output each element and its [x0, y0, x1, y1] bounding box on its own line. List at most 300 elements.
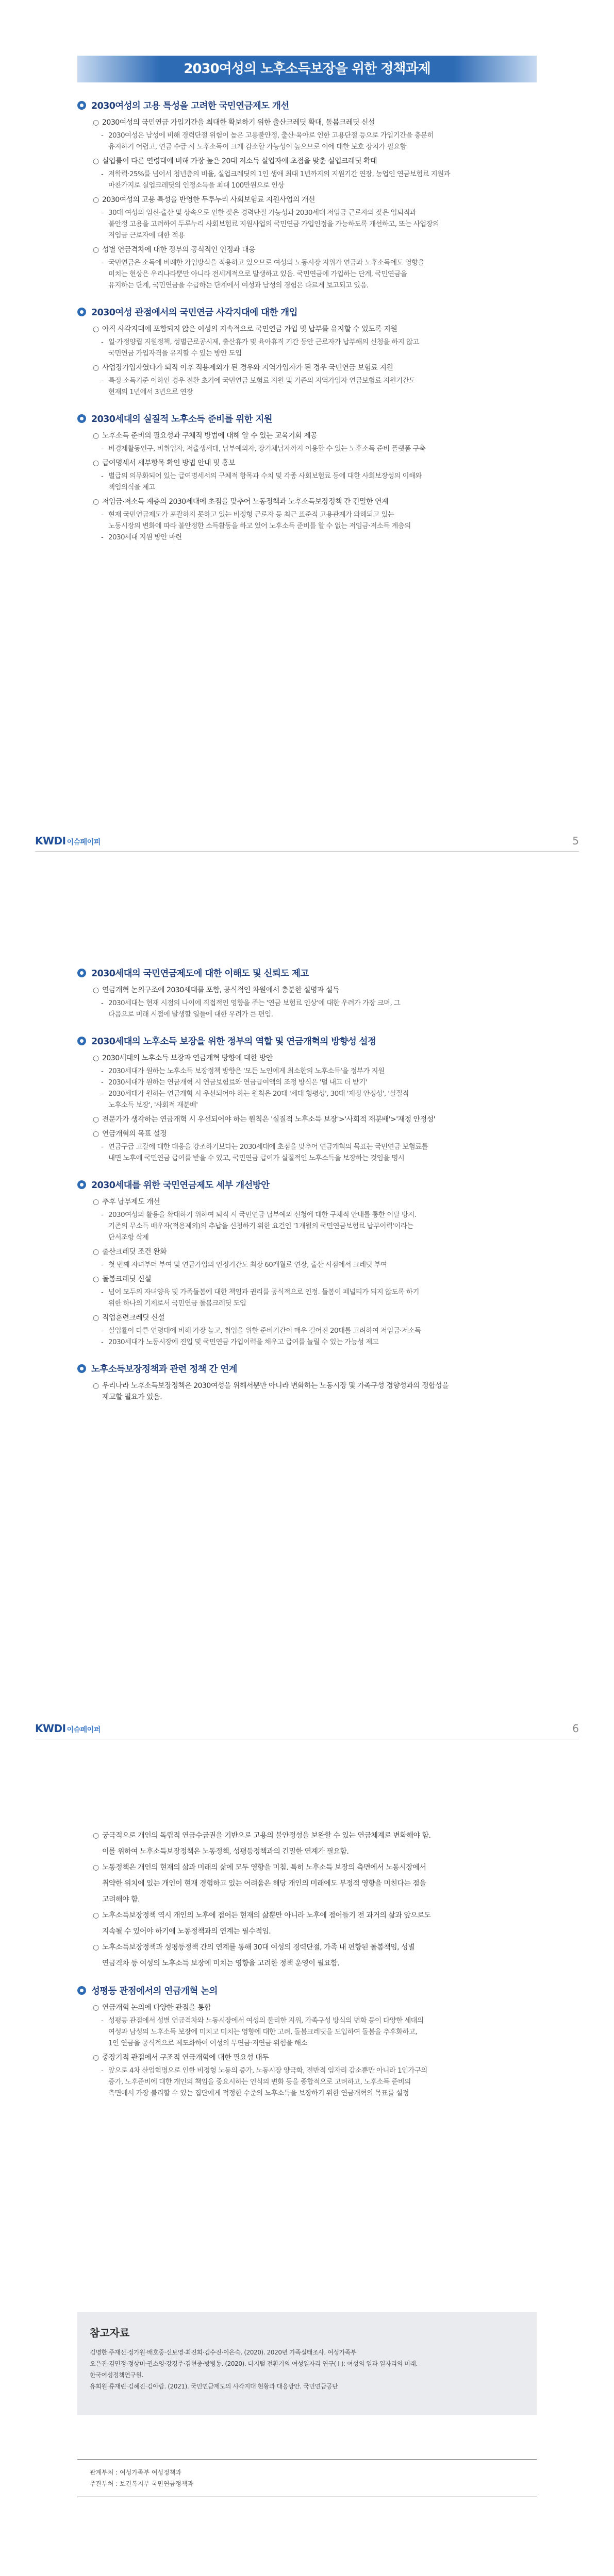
page-title: 2030여성의 노후소득보장을 위한 정책과제 [77, 56, 537, 82]
list-item [93, 117, 537, 152]
references-title: 참고자료 [90, 2327, 130, 2339]
dash-icon [101, 1099, 108, 1111]
sub-item [101, 2015, 537, 2026]
sub-item-text: 첫 번째 자녀부터 부여 및 연금가입의 인정기간도 최장 60개월로 연장, 출산 시점에서 크레딧 부여 [108, 1261, 387, 1269]
list-item [93, 1380, 537, 1403]
dash-icon [101, 280, 108, 291]
hollow-circle-icon: ○ [93, 246, 99, 254]
hollow-circle-icon: ○ [93, 157, 99, 165]
page-6 [0, 888, 614, 1775]
page-6-content [77, 967, 537, 1417]
plain-list-item [77, 1910, 537, 1938]
sub-item-text: 불안정 고용을 고려하여 두루누리 사회보험료 지원사업의 국민연금 가입인정을 가능하도록 개선하고, 또는 사업장의 [108, 220, 439, 228]
hollow-circle-icon: ○ [93, 364, 99, 372]
sub-item [101, 280, 537, 291]
dash-icon: - [101, 1338, 104, 1346]
sub-list [101, 470, 537, 493]
list-item [93, 1274, 537, 1309]
list-item [93, 156, 537, 191]
section-heading-text: 2030세대의 실질적 노후소득 준비를 위한 지원 [91, 414, 272, 425]
list-item-text: 저임금·저소득 계층의 2030세대에 초점을 맞추어 노동정책과 노후소득보장정책 간 긴밀한 연계 [102, 498, 389, 506]
department-line: 관계부처 : 여성가족부 여성정책과 [90, 2469, 181, 2476]
list-item [93, 2002, 537, 2049]
list-item-text: 제고할 필요가 있음. [102, 1393, 162, 1401]
sub-item-text: 2030세대가 원하는 연금개혁 시 연금보험료와 연금급여액의 조정 방식은 '덜 내고 더 받기' [108, 1078, 367, 1087]
dash-icon: - [101, 1067, 104, 1075]
sub-item-text: 여성과 남성의 노후소득 보장에 미치고 미치는 영향에 대한 고려, 돌봄크레딧을 도입하여 돌봄을 추후화하고, [108, 2028, 418, 2036]
sub-item-text: 측면에서 가장 불리할 수 있는 집단에게 적정한 수준의 노후소득을 보장하기 위한 연금개혁의 목표를 설정 [108, 2089, 409, 2097]
list-item [93, 1053, 537, 1111]
brand-subtitle: 이슈페이퍼 [67, 838, 101, 846]
plain-list-text: 노후소득보장정책 역시 개인의 노후에 접어든 현재의 삶뿐만 아니라 노후에 접어들기 전 과거의 삶과 앞으로도 [102, 1911, 431, 1920]
sub-item-text: 2030세대가 노동시장에 진입 및 국민연금 가입이력을 채우고 급여를 늘릴 수 있는 가능성 제고 [108, 1338, 379, 1346]
dash-icon [101, 1009, 108, 1020]
hollow-circle-icon: ○ [93, 2004, 99, 2012]
sub-item [101, 168, 537, 180]
dash-icon [101, 268, 108, 280]
circle-bullet-icon [77, 101, 86, 110]
sub-list [101, 168, 537, 191]
sub-item [101, 2065, 537, 2076]
dash-icon: - [101, 2016, 104, 2025]
sub-item-text: 유지하기 어렵고, 연금 수급 시 노후소득이 크게 감소할 가능성이 높으므로 이에 대한 보호 장치가 필요함 [108, 143, 406, 151]
list-item [93, 1196, 537, 1243]
dash-icon [101, 482, 108, 493]
list-item-line [93, 496, 537, 507]
plain-list-line [93, 1846, 537, 1858]
list-item [93, 194, 537, 241]
dash-icon [101, 2026, 108, 2038]
sub-item [101, 1153, 537, 1164]
circle-bullet-icon [77, 1986, 86, 1995]
list-item-text: 연금개혁 논의구조에 2030세대를 포함, 공식적인 차원에서 충분한 설명과 설득 [102, 986, 339, 994]
sub-item-text: 2030여성의 활용을 확대하기 위하여 퇴직 시 국민연금 납부예외 신청에 대한 구체적 안내를 통한 이탈 방지. [108, 1211, 417, 1219]
list-item-line [93, 362, 537, 374]
section-heading-text: 노후소득보장정책과 관련 정책 간 연계 [91, 1364, 237, 1375]
hollow-circle-icon: ○ [93, 1314, 99, 1322]
sub-item-text: 내면 노후에 국민연금 급여를 받을 수 있고, 국민연금 급여가 실질적인 노후소득을 보장하는 것임을 명시 [108, 1154, 405, 1162]
list-item [93, 1312, 537, 1348]
section-heading-text: 2030세대의 국민연금제도에 대한 이해도 및 신뢰도 제고 [91, 969, 309, 979]
sub-item-text: 국민연금은 소득에 비례한 가입방식을 적용하고 있으므로 여성의 노동시장 지위가 연금과 노후소득에도 영향을 [108, 259, 424, 267]
dash-icon: - [101, 338, 104, 346]
sub-item [101, 1336, 537, 1348]
sub-item-text: 2030세대 지원 방안 마련 [108, 533, 182, 541]
sub-item [101, 1009, 537, 1020]
brand-name: KWDI [35, 835, 66, 847]
sub-item-text: 저임금 근로자에 대한 적용 [108, 231, 185, 240]
dash-icon [101, 1298, 108, 1309]
dash-icon [101, 141, 108, 152]
hollow-circle-icon: ○ [93, 1115, 99, 1124]
sub-item [101, 470, 537, 482]
plain-list-text: 연금격차 등 여성의 노후소득 보장에 미치는 영향을 고려한 정책 운영이 필요함. [102, 1959, 340, 1968]
sub-item-text: 연금구급 고갈에 대한 대응을 강조하기보다는 2030세대에 초점을 맞추어 연금개혁의 목표는 국민연금 보험료를 [108, 1143, 428, 1151]
list-item-line [93, 985, 537, 996]
sub-item [101, 230, 537, 241]
list-item-text: 추후 납부제도 개선 [102, 1198, 160, 1206]
list-item [93, 324, 537, 359]
sub-item [101, 348, 537, 359]
sub-list [101, 1141, 537, 1164]
references-list [90, 2347, 524, 2392]
hollow-circle-icon: ○ [93, 1198, 99, 1206]
hollow-circle-icon: ○ [93, 2054, 99, 2062]
sub-item [101, 180, 537, 191]
dash-icon: - [101, 377, 104, 385]
plain-list-text: 노동정책은 개인의 현재의 삶과 미래의 삶에 모두 영향을 미침. 특히 노후소득 보장의 측면에서 노동시장에서 [102, 1863, 426, 1872]
sub-item [101, 207, 537, 218]
list-item-text: 직업훈련크레딧 신설 [102, 1314, 165, 1322]
hollow-circle-icon [93, 1958, 102, 1970]
sub-item-text: 기존의 무소득 배우자(적용제외)의 추납을 신청하기 위한 요건인 '1개월의 국민연금보험료 납부이력'이라는 [108, 1222, 413, 1230]
plain-list-line [93, 1878, 537, 1890]
dash-icon: - [101, 1090, 104, 1098]
section-heading-text: 2030여성 관점에서의 국민연금 사각지대에 대한 개입 [91, 308, 297, 318]
sub-list [101, 2065, 537, 2099]
hollow-circle-icon: ○ [93, 1054, 99, 1062]
sub-item-text: 실업률이 다른 연령대에 비해 가장 높고, 취업을 위한 준비기간이 매우 길어진 20대를 고려하여 저임금·저소득 [108, 1327, 421, 1335]
sub-item-text: 마찬가지로 실업크레딧의 인정소득을 최대 100만원으로 인상 [108, 181, 285, 190]
list-item-line [93, 1274, 537, 1285]
list-item [93, 1128, 537, 1164]
page-footer [35, 831, 579, 852]
sub-item-text: 증가, 노후준비에 대한 개인의 책임을 중요시하는 인식의 변화 등을 종합적으로 고려하고, 노후소득 준비의 [108, 2078, 411, 2086]
hollow-circle-icon: ○ [93, 432, 99, 440]
hollow-circle-icon: ○ [93, 986, 99, 994]
sub-item [101, 1209, 537, 1221]
section-heading-text: 2030세대의 노후소득 보장을 위한 정부의 역할 및 연금개혁의 방향성 설정 [91, 1037, 376, 1047]
sub-item-text: 30대 여성의 임신·출산 및 상속으로 인한 잦은 경력단절 가능성과 2030세대 저임금 근로자의 잦은 입퇴직과 [108, 209, 417, 217]
sub-list [101, 375, 537, 398]
list-item [93, 1114, 537, 1125]
sub-list [101, 997, 537, 1020]
list-item [93, 430, 537, 454]
sub-item [101, 520, 537, 532]
sub-item-text: 노동시장의 변화에 따라 불안정한 소득활동을 하고 있어 노후소득 준비를 할 수 없는 저임금·저소득 계층의 [108, 522, 411, 530]
list-item-line [93, 430, 537, 442]
dash-icon: - [101, 2066, 104, 2075]
list-item-line [93, 2002, 537, 2013]
policy-section [77, 1035, 537, 1164]
list-item-line [93, 457, 537, 469]
sub-item [101, 268, 537, 280]
dash-icon: - [101, 511, 104, 519]
sub-item [101, 1077, 537, 1088]
list-item [93, 985, 537, 1020]
sub-list [101, 509, 537, 543]
list-item-text: 2030여성의 국민연금 가입기간을 최대한 확보하기 위한 출산크레딧 확대, 돌봄크레딧 신설 [102, 118, 375, 127]
list-item-line [93, 156, 537, 167]
sub-list [101, 257, 537, 291]
hollow-circle-icon: ○ [93, 1382, 99, 1390]
list-item [93, 496, 537, 543]
brand-name: KWDI [35, 1722, 66, 1735]
dash-icon: - [101, 170, 104, 178]
list-item-line [93, 1380, 537, 1392]
sub-item-text: 넘어 모두의 자녀양육 및 가족돌봄에 대한 책임과 권리를 공식적으로 인정. 돌봄이 페널티가 되지 않도록 하기 [108, 1288, 419, 1296]
hollow-circle-icon: ○ [93, 1863, 99, 1872]
policy-section [77, 1362, 537, 1403]
dash-icon: - [101, 472, 104, 480]
list-item-text: 노후소득 준비의 필요성과 구체적 방법에 대해 알 수 있는 교육기회 제공 [102, 432, 318, 440]
list-item-text: 중장기적 관점에서 구조적 연금개혁에 대한 필요성 대두 [102, 2054, 269, 2062]
page-number: 5 [572, 835, 579, 847]
section-heading [77, 306, 537, 318]
hollow-circle-icon: ○ [93, 1911, 99, 1920]
hollow-circle-icon: ○ [93, 118, 99, 127]
plain-list-item [77, 1942, 537, 1970]
sub-item [101, 509, 537, 520]
dash-icon [101, 1221, 108, 1232]
sub-item [101, 1141, 537, 1153]
department-line: 주관부처 : 보건복지부 국민연금정책과 [90, 2480, 193, 2487]
sub-item-text: 다음으로 미래 시점에 발생할 일들에 대한 우려가 큰 편임. [108, 1010, 273, 1019]
section-heading-text: 2030여성의 고용 특성을 고려한 국민연금제도 개선 [91, 101, 289, 111]
sub-item [101, 1298, 537, 1309]
dash-icon: - [101, 1327, 104, 1335]
list-item-line [93, 2052, 537, 2063]
dash-icon [101, 348, 108, 359]
list-item-line [93, 1114, 537, 1125]
sub-item-text: 별급의 의무화되어 있는 급여명세서의 구체적 항목과 수치 및 각종 사회보험료 등에 대한 사회보장성의 이해와 [108, 472, 422, 480]
sub-item-text: 노후소득 보장', '사회적 재분배' [108, 1101, 198, 1109]
sub-list [101, 2015, 537, 2049]
dash-icon [101, 2038, 108, 2049]
dash-icon [101, 2076, 108, 2088]
sub-item [101, 218, 537, 230]
plain-list-item [77, 1830, 537, 1858]
sub-list [101, 1209, 537, 1243]
list-item-text: 연금개혁 논의에 다양한 관점을 통합 [102, 2004, 211, 2012]
sub-list [101, 1325, 537, 1348]
sub-item [101, 336, 537, 348]
policy-section [77, 412, 537, 543]
department-info [77, 2459, 537, 2497]
dash-icon [101, 218, 108, 230]
sub-item-text: 성평등 관점에서 성별 연금격차와 노동시장에서 여성의 불리한 지위, 가족구성 방식의 변화 등이 다양한 세대의 [108, 2016, 424, 2025]
page-footer [35, 1719, 579, 1739]
kwdi-logo [35, 1722, 101, 1735]
section-heading [77, 1035, 537, 1047]
sub-list [101, 1259, 537, 1270]
sub-item-text: 단서조항 삭제 [108, 1233, 149, 1242]
hollow-circle-icon: ○ [93, 459, 99, 467]
circle-bullet-icon [77, 1180, 86, 1189]
list-item-text: 아직 사각지대에 포함되지 않은 여성의 지속적으로 국민연금 가입 및 납부를 유지할 수 있도록 지원 [102, 325, 397, 333]
sub-list [101, 336, 537, 359]
reference-entry: 김명한·주재선·정가원·배호중·신보영·최진희·김수진·이은숙. (2020). 2020년 가족실태조사. 여성가족부 [90, 2349, 357, 2356]
plain-list-text: 지속될 수 있어야 하기에 노동정책과의 연계는 필수적임. [102, 1927, 271, 1936]
list-item [93, 1246, 537, 1270]
sub-item-text: 책임의식을 제고 [108, 483, 155, 492]
sub-list [101, 207, 537, 241]
sub-item-text: 유지하는 단계, 국민연금을 수급하는 단계에서 여성과 남성의 경험은 다르게 보고되고 있음. [108, 281, 369, 290]
dash-icon: - [101, 131, 104, 140]
plain-list-item [77, 1862, 537, 1906]
hollow-circle-icon [93, 1926, 102, 1938]
list-item-line [93, 244, 537, 256]
list-item-line [93, 117, 537, 128]
hollow-circle-icon: ○ [93, 1275, 99, 1283]
hollow-circle-icon [93, 1846, 102, 1858]
circle-bullet-icon [77, 414, 86, 423]
plain-list-line [93, 1894, 537, 1906]
sub-item [101, 532, 537, 543]
sub-item [101, 1088, 537, 1099]
circle-bullet-icon [77, 308, 86, 316]
section-heading [77, 412, 537, 425]
policy-section [77, 1178, 537, 1348]
circle-bullet-icon [77, 1364, 86, 1373]
policy-section [77, 967, 537, 1020]
sub-item [101, 1099, 537, 1111]
sub-item-text: 2030여성은 남성에 비해 경력단절 위험이 높은 고용불안정, 출산·육아로 인한 고용단절 등으로 가입기간을 충분히 [108, 131, 434, 140]
plain-list-line [93, 1942, 537, 1954]
sub-list [101, 130, 537, 152]
policy-section [77, 1984, 537, 2099]
plain-list-text: 이를 위하여 노후소득보장정책은 노동정책, 성평등정책과의 긴밀한 연계가 필요함. [102, 1848, 349, 1856]
dash-icon: - [101, 1288, 104, 1296]
sub-item-text: 1인 연금을 공식적으로 제도화하여 여성의 무연금·저연금 위험을 해소 [108, 2039, 307, 2047]
page-5 [0, 0, 614, 888]
plain-list-text: 고려해야 함. [102, 1895, 140, 1904]
dash-icon [101, 180, 108, 191]
spacer [93, 1392, 102, 1403]
sub-list [101, 1065, 537, 1111]
sub-list [101, 1286, 537, 1309]
sub-item [101, 2088, 537, 2099]
sub-item [101, 130, 537, 141]
list-item-line [93, 1128, 537, 1140]
list-item-text: 사업장가입자였다가 퇴직 이후 적용제외가 된 경우와 지역가입자가 된 경우 국민연금 보험료 지원 [102, 364, 393, 372]
sub-item-text: 위한 하나의 기제로서 국민연금 돌봄크레딧 도입 [108, 1299, 246, 1308]
dash-icon: - [101, 445, 104, 453]
policy-section [77, 99, 537, 291]
section-heading [77, 99, 537, 112]
list-item-text: 2030세대의 노후소득 보장과 연금개혁 방향에 대한 방안 [102, 1054, 273, 1062]
page-7-content [77, 1830, 537, 2113]
page-7 [0, 1775, 614, 2576]
sub-item-text: 저학력·25%를 넘어서 청년층의 비율, 실업크레딧의 1인 생애 최대 1년까지의 지원기간 연장, 농업인 연금보험료 지원과 [108, 170, 451, 178]
list-item-text: 2030여성의 고용 특성을 반영한 두루누리 사회보험료 지원사업의 개선 [102, 196, 315, 204]
dash-icon: - [101, 209, 104, 217]
sub-item [101, 997, 537, 1009]
hollow-circle-icon: ○ [93, 1943, 99, 1952]
plain-list-line [93, 1926, 537, 1938]
hollow-circle-icon [93, 1878, 102, 1890]
section-heading [77, 1178, 537, 1191]
sub-item [101, 375, 537, 386]
dash-icon: - [101, 1143, 104, 1151]
list-item [93, 2052, 537, 2099]
list-item-continuation [93, 1392, 537, 1403]
section-heading [77, 1362, 537, 1375]
page-5-content [77, 99, 537, 557]
circle-bullet-icon [77, 1037, 86, 1045]
sub-item [101, 2026, 537, 2038]
sub-item [101, 443, 537, 454]
dash-icon [101, 386, 108, 398]
references-box [77, 2312, 537, 2415]
sub-item [101, 386, 537, 398]
hollow-circle-icon [93, 1894, 102, 1906]
list-item [93, 457, 537, 493]
plain-list-text: 노후소득보장정책과 성평등정책 간의 연계를 통해 30대 여성의 경력단절, 가족 내 편향된 돌봄책임, 성별 [102, 1943, 415, 1952]
sub-item [101, 1221, 537, 1232]
list-item-text: 우리나라 노후소득보장정책은 2030여성을 위해서뿐만 아니라 변화하는 노동시장 및 가족구성 경향성과의 정합성을 [102, 1382, 449, 1390]
policy-section [77, 306, 537, 398]
sub-item [101, 1232, 537, 1243]
dash-icon [101, 520, 108, 532]
dash-icon: - [101, 1078, 104, 1087]
dash-icon: - [101, 1261, 104, 1269]
hollow-circle-icon: ○ [93, 498, 99, 506]
hollow-circle-icon: ○ [93, 1248, 99, 1256]
dash-icon [101, 1153, 108, 1164]
sub-item-text: 국민연금 가입자격을 유지할 수 있는 방안 도입 [108, 349, 242, 358]
dash-icon: - [101, 259, 104, 267]
sub-item-text: 비경제활동인구, 비취업자, 저출생세대, 납부예외자, 장기체납자까지 이용할 수 있는 노후소득 준비 플랫폼 구축 [108, 445, 426, 453]
sub-item-text: 현재 국민연금제도가 포괄하지 못하고 있는 비정형 근로자 등 최근 표준적 고용관계가 와해되고 있는 [108, 511, 394, 519]
kwdi-logo [35, 835, 101, 847]
plain-list-line [93, 1958, 537, 1970]
sub-item-text: 특정 소득기준 이하인 경우 전환 초기에 국민연금 보험료 지원 및 기존의 지역가입자 연금보험료 지원기간도 [108, 377, 416, 385]
sub-item-text: 앞으로 4차 산업혁명으로 인한 비정형 노동의 증가, 노동시장 양극화, 전반적 임자리 감소뿐만 아니라 1인가구의 [108, 2066, 427, 2075]
plain-list-line [93, 1830, 537, 1842]
sub-item [101, 2076, 537, 2088]
list-item-text: 급여명세서 세부항목 확인 방법 안내 및 홍보 [102, 459, 236, 467]
list-item-text: 전문가가 생각하는 연금개혁 시 우선되어야 하는 원칙은 '실질적 노후소득 보장'>'사회적 재분배'>'재정 안정성' [102, 1115, 436, 1124]
list-item-text: 출산크레딧 조건 완화 [102, 1248, 167, 1256]
sub-item-text: 현재의 1년에서 3년으로 연장 [108, 388, 193, 396]
list-item-line [93, 1053, 537, 1064]
sub-item-text: 2030세대가 원하는 연금개혁 시 우선되어야 하는 원칙은 20대 '세대 형평성', 30대 '제정 안정성', '실질적 [108, 1090, 409, 1098]
sub-item [101, 1065, 537, 1077]
sub-item-text: 미치는 현상은 우리나라뿐만 아니라 전세계적으로 발생하고 있음. 국민연금에 가입하는 단계, 국민연금을 [108, 270, 407, 278]
list-item [93, 244, 537, 291]
sub-item [101, 1286, 537, 1298]
section-heading-text: 2030세대를 위한 국민연금제도 세부 개선방안 [91, 1180, 270, 1191]
list-item-line [93, 194, 537, 206]
sub-item [101, 1259, 537, 1270]
list-item-text: 실업률이 다른 연령대에 비해 가장 높은 20대 저소득 실업자에 초점을 맞춘 실업크레딧 확대 [102, 157, 377, 165]
plain-list-text: 취약한 위치에 있는 개인이 현재 경험하고 있는 어려움은 해당 개인의 미래에도 부정적 영향을 미친다는 점을 [102, 1879, 426, 1888]
sub-list [101, 443, 537, 454]
list-item-line [93, 1196, 537, 1208]
section-heading-text: 성평등 관점에서의 연금개혁 논의 [91, 1986, 218, 1996]
plain-list-line [93, 1910, 537, 1922]
sub-item [101, 1325, 537, 1336]
dash-icon: - [101, 1211, 104, 1219]
section-heading [77, 967, 537, 979]
sub-item-text: 2030세대는 현재 시점의 나이에 직접적인 영향을 주는 '연금 보험료 인상'에 대한 우려가 가장 크며, 그 [108, 999, 401, 1007]
section-heading [77, 1984, 537, 1997]
reference-entry: 오은진·김민정·정상미·권소영·강경주·김현중·방병동. (2020). 디지털 전환기의 여성일자리 연구( I ): 여성의 일과 일자리의 미래. [90, 2360, 418, 2367]
sub-item [101, 482, 537, 493]
sub-item-text: 일·가정양립 지원정책, 성별근로공시제, 출산휴가 및 육아휴직 기간 동안 근로자가 납부해의 신청을 하지 않고 [108, 338, 419, 346]
reference-entry: 유희원·류재린·김혜진·김아람. (2021). 국민연금제도의 사각지대 현황과 대응방안. 국민연금공단 [90, 2383, 338, 2390]
list-item-line [93, 1312, 537, 1324]
list-item [93, 362, 537, 398]
dash-icon [101, 230, 108, 241]
hollow-circle-icon: ○ [93, 1130, 99, 1138]
list-item-line [93, 1246, 537, 1258]
dash-icon [101, 2088, 108, 2099]
dash-icon: - [101, 999, 104, 1007]
hollow-circle-icon: ○ [93, 325, 99, 333]
list-item-text: 성별 연금격차에 대한 정부의 공식적인 인정과 대응 [102, 246, 256, 254]
